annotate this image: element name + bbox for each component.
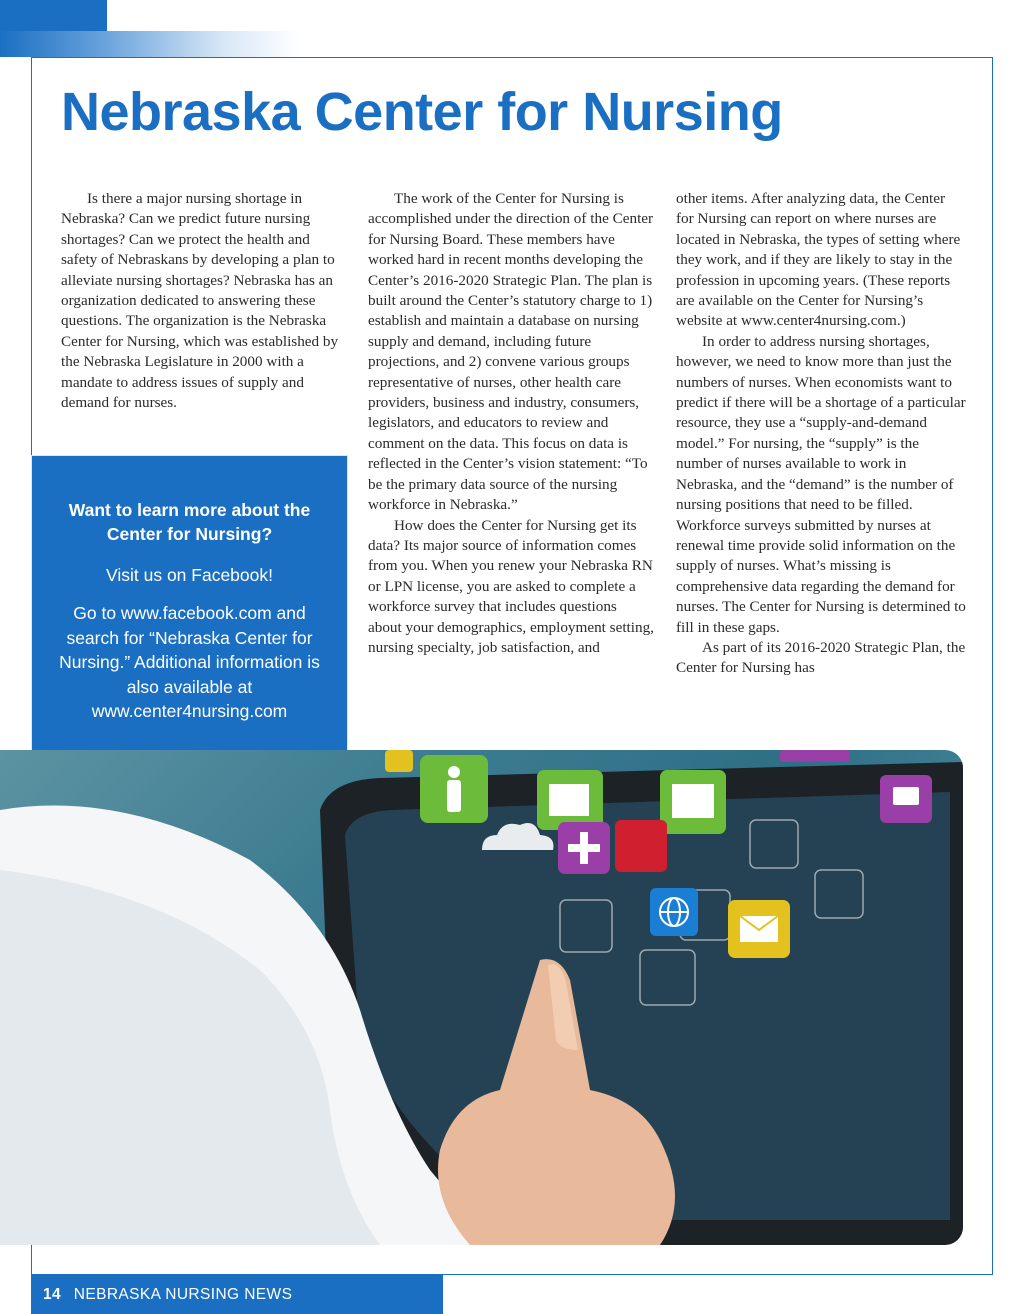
publication-name: NEBRASKA NURSING NEWS: [73, 1286, 293, 1303]
info-sidebar: [31, 455, 348, 764]
purple-tile: [780, 750, 850, 762]
paragraph: other items. After analyzing data, the Center for Nursing can report on where nurses are located in Nebraska, the types of setting where they work, and if they are likely to stay in the profession in upcoming years. (These reports are available on the Center for Nursing’s website at www.center4nursing.com.): [676, 190, 961, 330]
paragraph: Is there a major nursing shortage in Nebraska? Can we predict future nursing shortages? Can we protect the health and safety of Nebraskans by developing a plan to alleviate nursing shortages? Nebraska has an organization dedicated to answering these questions. The organization is the Nebraska Center for Nursing, which was established by the Nebraska Legislature in 2000 with a mandate to address issues of supply and demand for nurses.: [61, 190, 339, 412]
globe-icon: [650, 888, 698, 936]
article-column-2: [368, 189, 654, 658]
sidebar-heading: Want to learn more about the Center for Nursing?: [68, 500, 311, 544]
paragraph: As part of its 2016-2020 Strategic Plan, the Center for Nursing has: [676, 638, 966, 677]
corner-tab: [0, 0, 107, 31]
tablet-photo: [0, 750, 963, 1245]
page-title: Nebraska Center for Nursing: [61, 82, 783, 142]
chat-icon: [880, 775, 932, 823]
sidebar-facebook-line: Visit us on Facebook!: [106, 565, 273, 585]
person-icon: [420, 755, 488, 823]
page-number: 14: [43, 1286, 62, 1303]
article-column-1: [61, 189, 347, 413]
paragraph: How does the Center for Nursing get its data? Its major source of information comes from you. When you renew your Nebraska RN or LPN license, you are asked to complete a workforce survey that includes questions about your demographics, employment setting, nursing specialty, job satisfaction, and: [368, 516, 654, 656]
mail-icon: [728, 900, 790, 958]
tablet-illustration: [0, 750, 963, 1245]
yellow-tile: [385, 750, 413, 772]
top-gradient-bar: [0, 31, 300, 57]
plus-icon: [558, 822, 610, 874]
paragraph: In order to address nursing shortages, however, we need to know more than just the numbers of nurses. When economists want to predict if there will be a shortage of a particular resource, they use a “supply-and-demand model.” For nursing, the “supply” is the number of nurses available to work in Nebraska, and the “demand” is the number of nursing positions that need to be filled. Workforce surveys submitted by nurses at renewal time provide solid information on the supply of nurses. What’s missing is comprehensive data regarding the demand for nurses. The Center for Nursing is determined to fill in these gaps.: [676, 332, 966, 636]
page-footer: [31, 1275, 443, 1314]
sidebar-body: Go to www.facebook.com and search for “Nebraska Center for Nursing.” Additional information is also available at www.center4nursing.com: [59, 603, 320, 721]
article-column-3: [676, 189, 966, 679]
red-tile: [615, 820, 667, 872]
paragraph: The work of the Center for Nursing is accomplished under the direction of the Center for Nursing Board. These members have worked hard in recent months developing the Center’s 2016-2020 Strategic Plan. The plan is built around the Center’s statutory charge to 1) establish and maintain a database on nursing supply and demand, including future projections, and 2) convene various groups representative of nurses, other health care providers, business and industry, consumers, legislators, and educators to review and comment on the data. This focus on data is reflected in the Center’s vision statement: “To be the primary data source of the nursing workforce in Nebraska.”: [368, 190, 654, 514]
